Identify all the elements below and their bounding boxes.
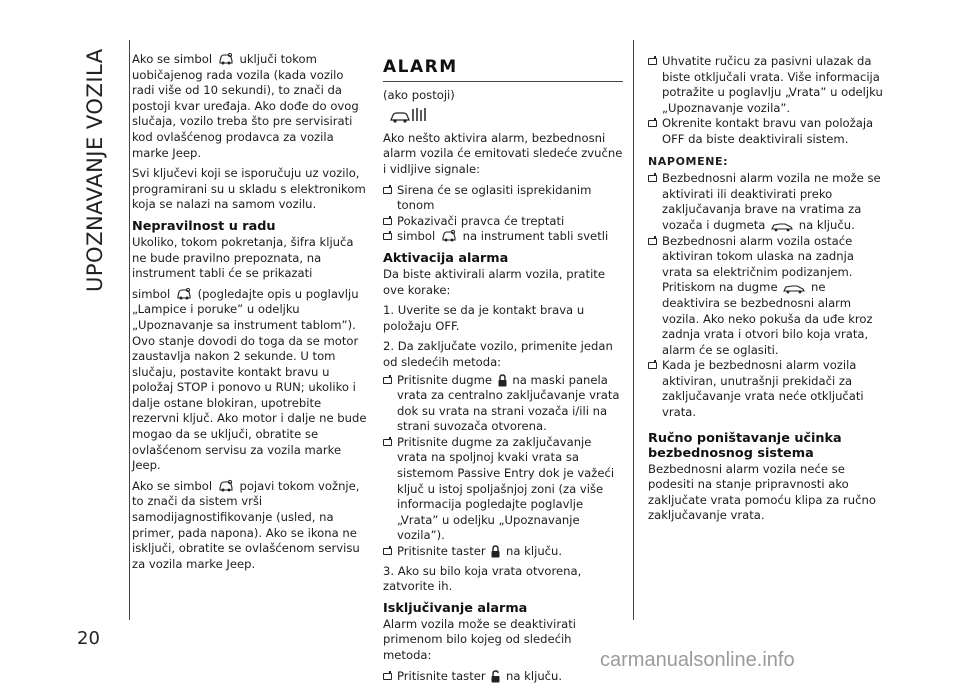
car-key-icon — [441, 229, 457, 243]
bullet-marker — [648, 362, 657, 369]
column-divider — [129, 40, 130, 620]
column-1 — [132, 52, 368, 577]
paragraph: Ako nešto aktivira alarm, bezbednosni alarm vozila će emitovati sledeće zvučne i vidljive signale: — [383, 130, 623, 176]
bullet-item: Kada je bezbednosni alarm vozila aktiviran, unutrašnji prekidači za zaključavanje vrata neće otključati vrata. — [648, 358, 884, 420]
paragraph: Svi ključevi koji se isporučuju uz vozilo, programirani su u skladu s elektronikom koja se nalazi na samom vozilu. — [132, 166, 366, 212]
bullet-item: Bezbednosni alarm vozila ne može se aktivirati ili deaktivirati preko zaključavanja brave na vratima za vozača i dugmeta na ključu. — [648, 171, 884, 233]
bullet-item: Sirena će se oglasiti isprekidanim tonom — [383, 183, 623, 214]
bullet-marker — [383, 548, 392, 555]
car-key-icon — [176, 287, 192, 301]
bullet-marker — [383, 187, 392, 194]
heading-manual-override: Ručno poništavanje učinka bezbednosnog sistema — [648, 430, 842, 461]
paragraph: Bezbednosni alarm vozila neće se podesiti na stanje pripravnosti ako zaključate vrata pomoću klipa za ručno zaključavanje vrata. — [648, 461, 876, 523]
trunk-icon — [771, 222, 793, 232]
text: Ako se simbol — [132, 52, 213, 66]
column-2 — [383, 56, 623, 684]
bullet-marker — [383, 439, 392, 446]
bullet-marker — [383, 233, 392, 240]
heading-deactivation: Isključivanje alarma — [383, 600, 528, 616]
bullet-item: Pritisnite taster na ključu. — [383, 669, 623, 684]
watermark: carmanualsonline.info — [600, 649, 795, 671]
paragraph: Da biste aktivirali alarm vozila, pratite ove korake: — [383, 266, 605, 297]
bullet-marker — [648, 175, 657, 182]
text: (pogledajte opis u poglavlju „Lampice i poruke” u odeljku „Upoznavanje sa instrument tablom”). Ovo stanje dovodi do toga da se motor zaustavlja nakon 2 sekunde. U tom slučaju, postavite kontakt bravu u položaj STOP i ponovo u RUN; ukoliko i dalje ostane blokiran, upotrebite rezervni ključ. Ako motor i dalje ne bude mogao da se uključi, obratite se ovlašćenom servisu za vozila marke Jeep. — [132, 286, 367, 473]
bullet-item: Pritisnite dugme za zaključavanje vrata na spoljnoj kvaki vrata sa sistemom Passive Entry dok je važeći ključ u istoj spoljašnjoj zoni (za više informacija pogledajte poglavlje „Vrata” u odeljku „Upoznavanje vozila”). — [383, 435, 623, 544]
lock-icon — [498, 374, 507, 387]
text: uključi tokom uobičajenog rada vozila (kada vozilo radi više od 10 sekundi), to znači da postoji kvar uređaja. Ako dođe do ovog slučaja, vozilo treba što pre servisirati kod ovlašćenog prodavca za vozila marke Jeep. — [132, 52, 359, 160]
page-number: 20 — [77, 628, 100, 649]
paragraph — [132, 52, 368, 161]
bullet-item: Bezbednosni alarm vozila ostaće aktiviran tokom ulaska na zadnja vrata sa električnim podizanjem. Pritiskom na dugme ne deaktivira se bezbednosni alarm vozila. Ako neko pokuša da uđe kroz zadnja vrata i otvori bilo koja vrata, alarm će se oglasiti. — [648, 234, 884, 359]
car-key-icon — [218, 52, 234, 66]
bullet-item: Pokazivači pravca će treptati — [383, 214, 623, 230]
step-1: 1. Uverite se da je kontakt brava u položaju OFF. — [383, 303, 585, 333]
column-divider — [633, 40, 634, 620]
bullet-item: simbol na instrument tabli svetli — [383, 229, 623, 245]
heading-activation: Aktivacija alarma — [383, 250, 509, 266]
subtitle: (ako postoji) — [383, 87, 455, 102]
unlock-icon — [491, 670, 500, 683]
heading-malfunction: Nepravilnost u radu — [132, 218, 276, 234]
heading-alarm: ALARM — [383, 57, 458, 77]
column-3 — [648, 54, 884, 529]
paragraph — [132, 479, 368, 573]
bullet-marker — [383, 673, 392, 680]
text: simbol — [132, 286, 171, 301]
step-3: 3. Ako su bilo koja vrata otvorena, zatvorite ih. — [383, 563, 582, 594]
bullet-item: Pritisnite dugme na maski panela vrata za centralno zaključavanje vrata dok su vrata na strani vozača i/ili na strani suvozača otvorena. — [383, 373, 623, 435]
bullet-marker — [648, 58, 657, 65]
trunk-icon — [783, 284, 805, 294]
paragraph: Alarm vozila može se deaktivirati primenom bilo kojeg od sledećih metoda: — [383, 616, 577, 662]
bullet-marker — [648, 238, 657, 245]
notes-label: NAPOMENE: — [648, 154, 729, 168]
bullet-marker — [383, 218, 392, 225]
paragraph: Ukoliko, tokom pokretanja, šifra ključa ne bude pravilno prepoznata, na instrument tabli će se prikazati — [132, 234, 354, 281]
lock-icon — [491, 545, 500, 558]
paragraph — [132, 287, 368, 474]
heading-rule — [383, 81, 623, 82]
text: pojavi tokom vožnje, to znači da sistem vrši samodijagnostifikovanje (usled, na primer, pada napona). Ako se ikona ne isključi, obratite se ovlašćenom servisu za vozila marke Jeep. — [132, 478, 360, 571]
bullet-item: Uhvatite ručicu za pasivni ulazak da biste otključali vrata. Više informacija potražite u poglavlju „Vrata” u odeljku „Upoznavanje vozila”. — [648, 54, 884, 116]
car-key-icon — [218, 479, 234, 493]
step-2: 2. Da zaključate vozilo, primenite jedan od sledećih metoda: — [383, 339, 613, 369]
bullet-marker — [648, 120, 657, 127]
bullet-item: Pritisnite taster na ključu. — [383, 544, 623, 560]
section-title-vertical: UPOZNAVANJE VOZILA — [83, 48, 107, 292]
bullet-marker — [383, 377, 392, 384]
bullet-item: Okrenite kontakt bravu van položaja OFF da biste deaktivirali sistem. — [648, 116, 884, 147]
alarm-car-icon — [389, 106, 623, 129]
text: Ako se simbol — [132, 478, 213, 493]
